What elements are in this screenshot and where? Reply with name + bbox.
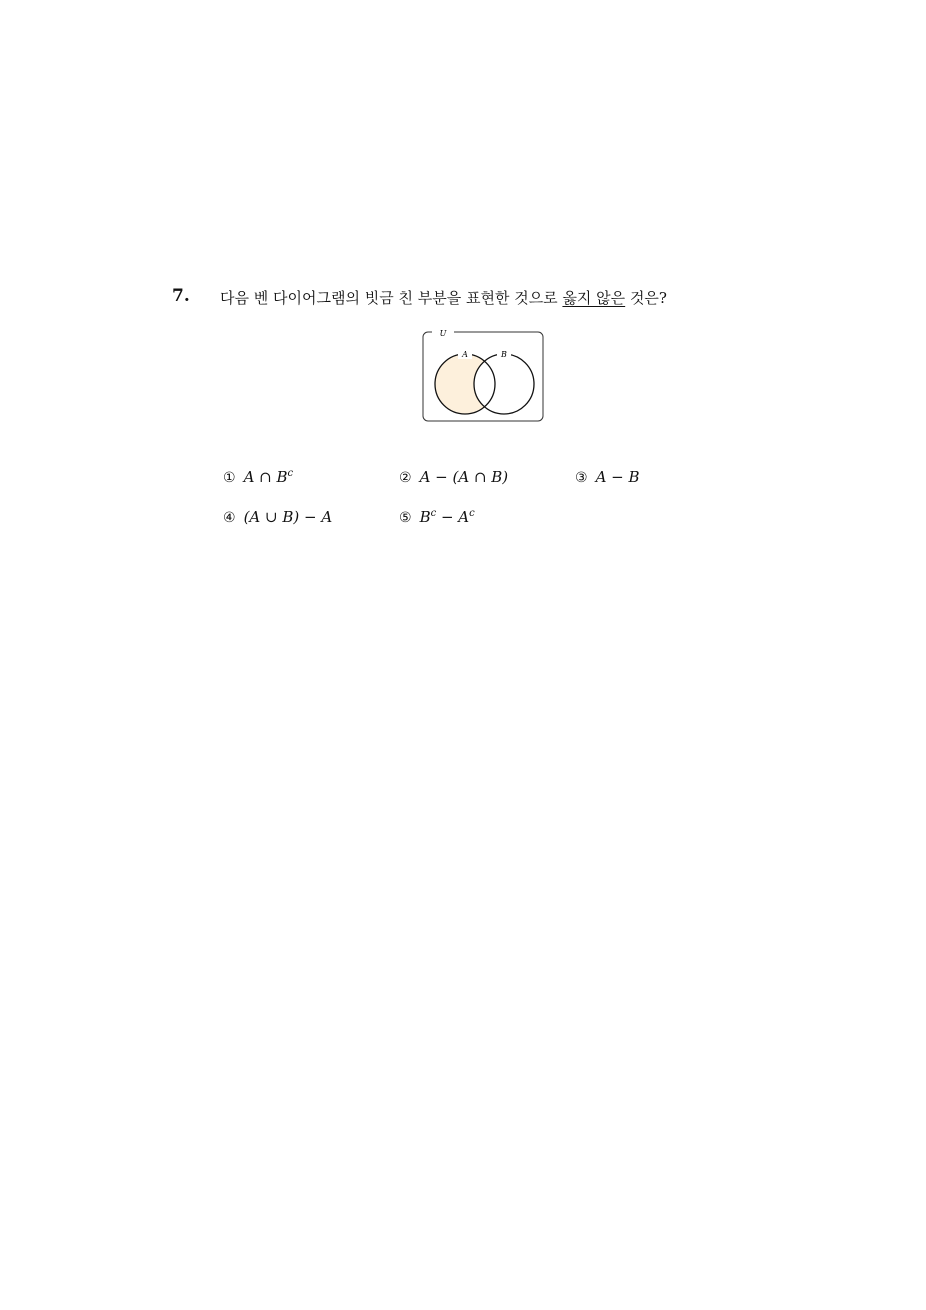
venn-diagram <box>420 322 546 424</box>
choice-1-base: A ∩ B <box>243 468 288 486</box>
choice-5-expression <box>420 508 475 526</box>
choice-4-expression: (A ∪ B) − A <box>243 508 333 526</box>
question-number: 7. <box>172 286 190 306</box>
choice-1-number: ① <box>223 470 236 486</box>
choice-4[interactable] <box>223 508 332 526</box>
choice-2-number: ② <box>399 470 412 486</box>
choice-3-number: ③ <box>575 470 588 486</box>
choice-1[interactable] <box>223 468 293 486</box>
choice-5-sup2: c <box>469 508 475 519</box>
choice-5-number: ⑤ <box>399 510 412 526</box>
question-text-underlined: 옳지 않은 <box>562 289 626 307</box>
question-text-after: 것은? <box>625 289 667 307</box>
set-b-label: B <box>501 350 507 359</box>
question-text <box>220 287 667 308</box>
set-a-label: A <box>462 350 468 359</box>
choice-4-number: ④ <box>223 510 236 526</box>
choice-5-sup: c <box>430 508 437 519</box>
choice-5-base: B <box>419 508 431 526</box>
choice-5-tail: − A <box>436 508 470 526</box>
choice-2[interactable] <box>399 468 508 486</box>
choice-1-expression <box>244 468 294 486</box>
choice-1-sup: c <box>287 468 294 479</box>
choice-5[interactable] <box>399 508 475 526</box>
universe-label: U <box>439 329 447 338</box>
question-text-before: 다음 벤 다이어그램의 빗금 친 부분을 표현한 것으로 <box>220 289 563 307</box>
choice-3[interactable] <box>575 468 640 486</box>
answer-choices <box>223 468 723 548</box>
choice-3-expression: A − B <box>595 468 640 486</box>
choice-2-expression: A − (A ∩ B) <box>419 468 509 486</box>
